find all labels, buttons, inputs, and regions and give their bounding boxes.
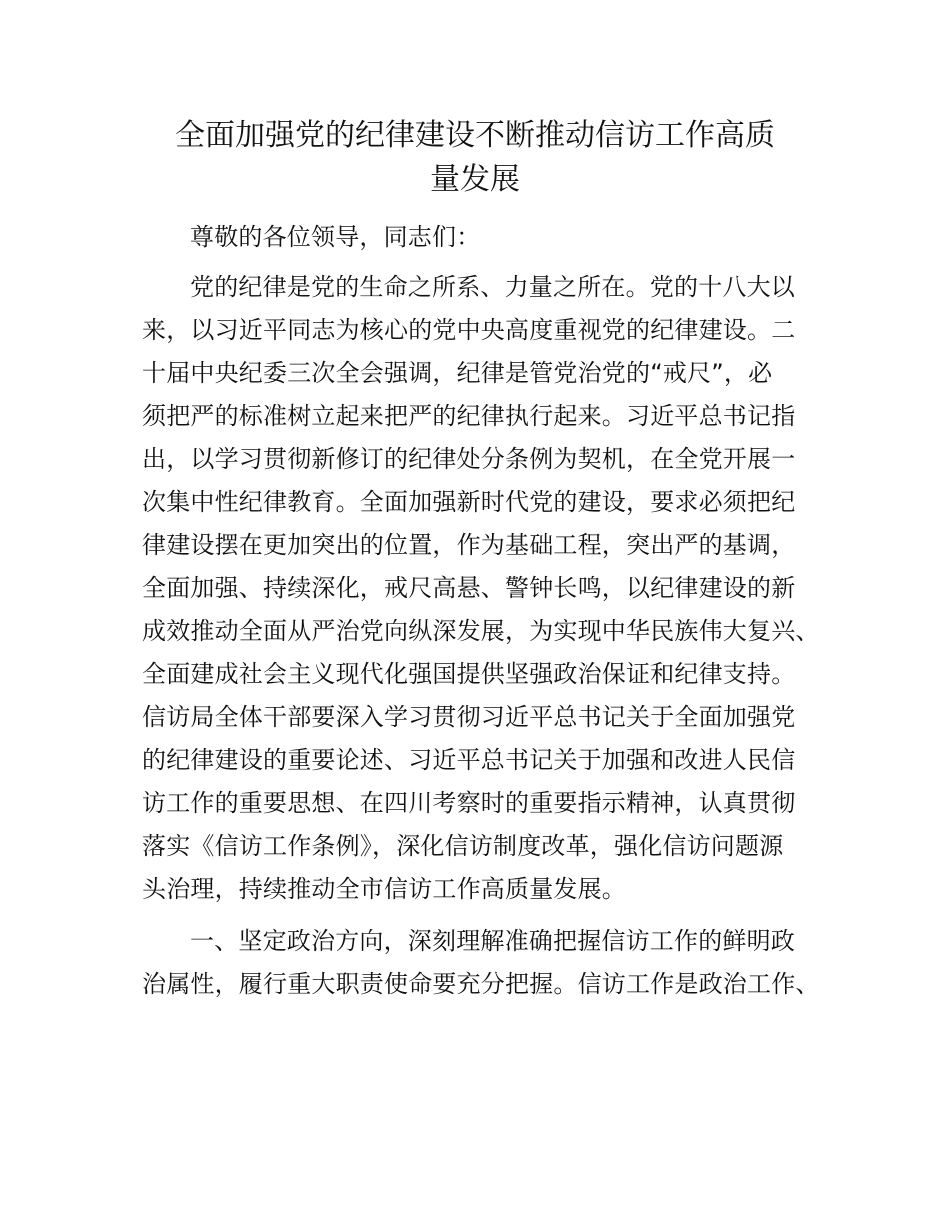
paragraph-1-line-12: 的纪律建设的重要论述、习近平总书记关于加强和改进人民信 xyxy=(142,746,796,774)
paragraph-1-line-11: 信访局全体干部要深入学习贯彻习近平总书记关于全面加强党 xyxy=(142,703,796,731)
paragraph-1-line-9: 成效推动全面从严治党向纵深发展，为实现中华民族伟大复兴、 xyxy=(142,617,820,645)
paragraph-1-line-2: 来，以习近平同志为核心的党中央高度重视党的纪律建设。二 xyxy=(142,316,796,344)
document-title-line-2: 量发展 xyxy=(430,162,520,197)
paragraph-1-line-6: 次集中性纪律教育。全面加强新时代党的建设，要求必须把纪 xyxy=(142,488,796,516)
paragraph-1-line-13: 访工作的重要思想、在四川考察时的重要指示精神，认真贯彻 xyxy=(142,789,796,817)
paragraph-1-line-15: 头治理，持续推动全市信访工作高质量发展。 xyxy=(142,875,626,903)
paragraph-1-line-14: 落实《信访工作条例》，深化信访制度改革，强化信访问题源 xyxy=(142,832,784,860)
paragraph-2-line-2: 治属性，履行重大职责使命要充分把握。信访工作是政治工作、 xyxy=(142,970,820,998)
paragraph-1-line-1: 党的纪律是党的生命之所系、力量之所在。党的十八大以 xyxy=(190,273,795,301)
salutation: 尊敬的各位领导，同志们： xyxy=(190,223,481,251)
paragraph-1-line-4: 须把严的标准树立起来把严的纪律执行起来。习近平总书记指 xyxy=(142,402,796,430)
paragraph-1-line-10: 全面建成社会主义现代化强国提供坚强政治保证和纪律支持。 xyxy=(142,660,796,688)
paragraph-1-line-8: 全面加强、持续深化，戒尺高悬、警钟长鸣，以纪律建设的新 xyxy=(142,574,796,602)
paragraph-1-line-3: 十届中央纪委三次全会强调，纪律是管党治党的“戒尺”，必 xyxy=(142,359,773,387)
paragraph-1-line-7: 律建设摆在更加突出的位置，作为基础工程，突出严的基调， xyxy=(142,531,796,559)
paragraph-2-line-1: 一、坚定政治方向，深刻理解准确把握信访工作的鲜明政 xyxy=(190,927,795,955)
paragraph-1-line-5: 出，以学习贯彻新修订的纪律处分条例为契机，在全党开展一 xyxy=(142,445,796,473)
document-title-line-1: 全面加强党的纪律建设不断推动信访工作高质 xyxy=(175,118,775,153)
